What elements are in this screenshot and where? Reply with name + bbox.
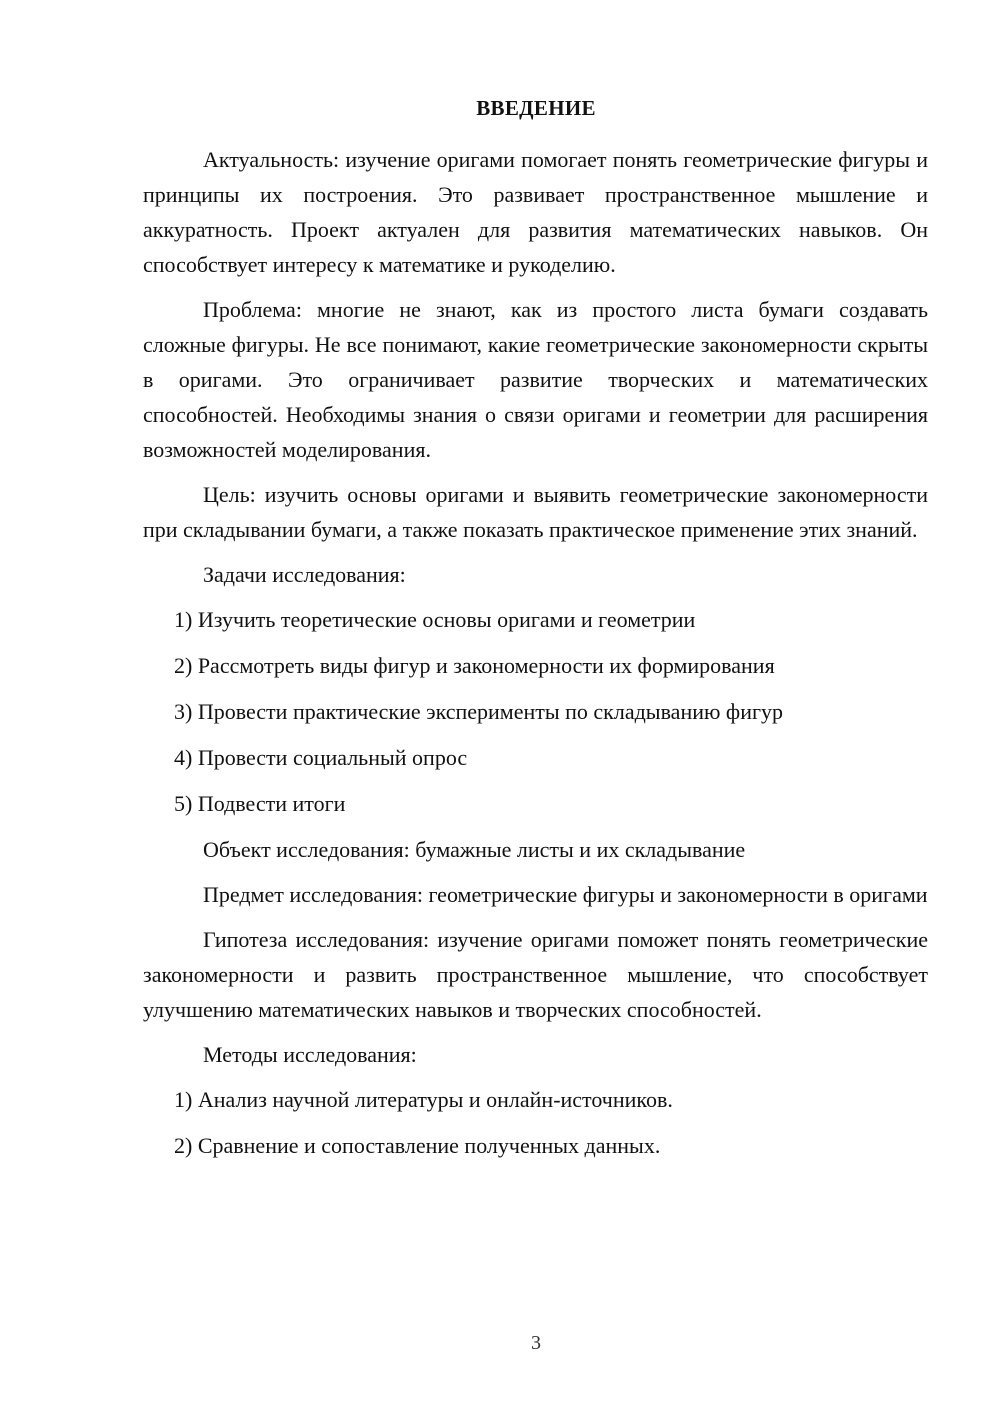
task-item: 5) Подвести итоги — [174, 791, 346, 816]
object-paragraph: Объект исследования: бумажные листы и их складывание — [203, 837, 746, 862]
relevance-paragraph: Актуальность: изучение оригами помогает понять геометрические фигуры и принципы их построения. Это развивает пространственное мышление и аккуратность. Проект актуален для развития математических навыков. Он способствует интересу к математике и рукоделию. — [143, 147, 928, 277]
goal-paragraph: Цель: изучить основы оригами и выявить геометрические закономерности при складывании бумаги, а также показать практическое применение этих знаний. — [143, 482, 928, 542]
document-body — [143, 142, 928, 1164]
method-item: 1) Анализ научной литературы и онлайн-источников. — [174, 1087, 673, 1112]
page-title: ВВЕДЕНИЕ — [476, 96, 596, 120]
method-item: 2) Сравнение и сопоставление полученных данных. — [174, 1133, 661, 1158]
tasks-heading: Задачи исследования: — [203, 562, 406, 587]
problem-paragraph: Проблема: многие не знают, как из простого листа бумаги создавать сложные фигуры. Не все понимают, какие геометрические закономерности скрыты в оригами. Это ограничивает развитие творческих и математических способностей. Необходимы знания о связи оригами и геометрии для расширения возможностей моделирования. — [143, 297, 928, 462]
subject-paragraph: Предмет исследования: геометрические фигуры и закономерности в оригами — [203, 882, 928, 907]
task-item: 1) Изучить теоретические основы оригами и геометрии — [174, 607, 696, 632]
methods-heading: Методы исследования: — [203, 1042, 417, 1067]
task-item: 3) Провести практические эксперименты по складыванию фигур — [174, 699, 783, 724]
task-item: 4) Провести социальный опрос — [174, 745, 468, 770]
task-item: 2) Рассмотреть виды фигур и закономерности их формирования — [174, 653, 775, 678]
page-number: 3 — [531, 1332, 541, 1354]
hypothesis-paragraph: Гипотеза исследования: изучение оригами поможет понять геометрические закономерности и развить пространственное мышление, что способствует улучшению математических навыков и творческих способностей. — [143, 927, 928, 1022]
